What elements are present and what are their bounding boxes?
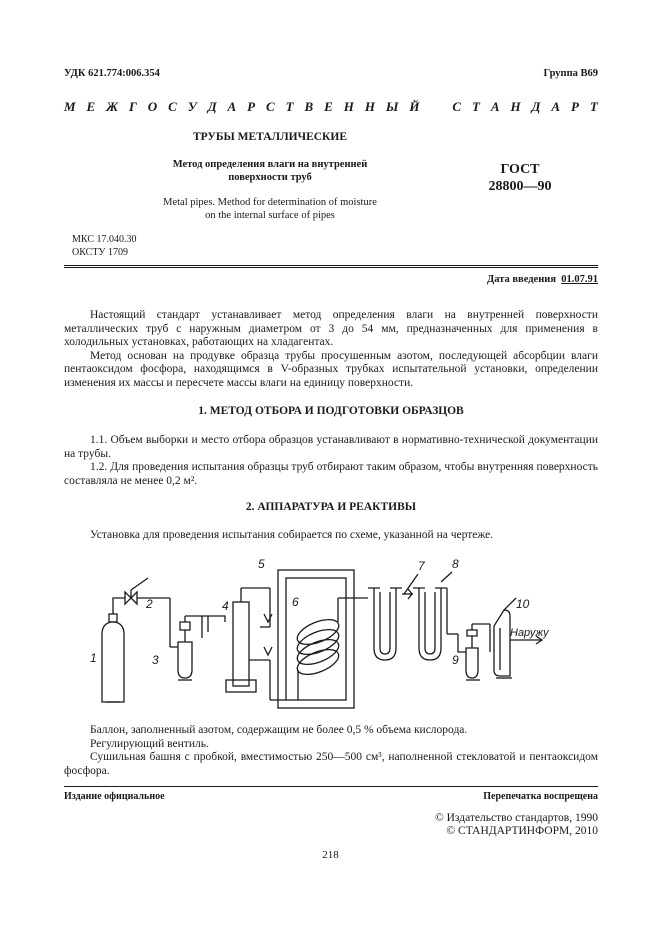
section-1-text (64, 434, 598, 488)
subtitle-line: Метод определения влаги на внутренней (172, 159, 368, 170)
apparatus-diagram (80, 552, 560, 712)
banner-letter: А (490, 99, 500, 114)
introduction-date-value: 01.07.91 (561, 274, 598, 285)
thermostat-oven (270, 570, 354, 708)
group-code: Группа В69 (543, 68, 598, 79)
banner-letter: Й (409, 99, 420, 114)
control-drying-tower (458, 624, 490, 680)
standard-banner (64, 99, 598, 115)
divider (64, 786, 598, 787)
banner-letter: Д (531, 99, 541, 114)
nitrogen-cylinder (102, 602, 124, 702)
diagram-label: 1 (90, 651, 97, 665)
banner-letter: Т (589, 99, 598, 114)
banner-letter: С (168, 99, 177, 114)
banner-letter: В (304, 99, 314, 114)
banner-letter: Г (128, 99, 137, 114)
paragraph: Установка для проведения испытания собирается по схеме, указанной на чертеже. (90, 529, 494, 541)
reprint-prohibited: Перепечатка воспрещена (483, 791, 598, 802)
banner-letter: Р (247, 99, 256, 114)
banner-letter: Т (285, 99, 294, 114)
diagram-label: 6 (292, 595, 299, 609)
legend-item: Баллон, заполненный азотом, содержащим не более 0,5 % объема кислорода. (90, 724, 468, 736)
banner-letter: Н (364, 99, 375, 114)
introduction-date-label: Дата введения (487, 274, 556, 285)
introduction-date (487, 274, 598, 285)
banner-letter: Р (570, 99, 579, 114)
gost-code: 28800—90 (488, 179, 552, 194)
banner-letter: С (452, 99, 462, 114)
legend-item: Регулирующий вентиль. (90, 737, 209, 750)
diagram-label: 2 (146, 597, 153, 611)
diagram-label: 3 (152, 653, 159, 667)
heat-exchange-column (226, 588, 272, 700)
banner-letter: А (227, 99, 237, 114)
banner-letter: М (64, 99, 76, 114)
intro-text (64, 309, 598, 391)
diagram-label: 9 (452, 653, 459, 667)
outlet-label: Наружу (510, 627, 549, 639)
english-title-line: on the internal surface of pipes (205, 210, 335, 221)
banner-letter: Е (324, 99, 333, 114)
copyright-line: © Издательство стандартов, 1990 (434, 812, 598, 824)
copyright-line: © СТАНДАРТИНФОРМ, 2010 (446, 825, 598, 837)
v-tube-absorber (413, 572, 458, 660)
udk-code: УДК 621.774:006.354 (64, 68, 160, 79)
banner-letter: Е (86, 99, 96, 114)
legend-item: Сушильная башня с пробкой, вместимостью 250—500 см³, наполненной стекловатой и пентаоксидом фосфора. (64, 751, 598, 777)
subtitle-line: поверхности труб (228, 172, 312, 183)
diagram-label: 4 (222, 599, 229, 613)
banner-letter: Т (471, 99, 480, 114)
english-title (120, 196, 420, 222)
banner-letter: А (551, 99, 561, 114)
paragraph: 1.1. Объем выборки и место отбора образцов устанавливают в нормативно-технической документации на трубы. (64, 434, 598, 460)
section-2-intro (64, 529, 598, 543)
section-heading: 2. АППАРАТУРА И РЕАКТИВЫ (245, 501, 417, 513)
gost-label: ГОСТ (500, 162, 540, 177)
v-tube-absorber (368, 574, 418, 660)
banner-letter: О (147, 99, 158, 114)
copyright (435, 812, 598, 838)
diagram-label: 10 (516, 597, 530, 611)
paragraph: Настоящий стандарт устанавливает метод определения влаги на внутренней поверхности металлических труб с наружным диаметром от 3 до 54 мм, предназначенных для применения в холодильных установках, работающих на хладагентах. (64, 309, 598, 349)
document-subtitle (140, 158, 400, 184)
classification-codes (72, 233, 136, 259)
legend-text (64, 724, 598, 778)
regulating-valve (113, 578, 170, 604)
diagram-label: 5 (258, 557, 265, 571)
english-title-line: Metal pipes. Method for determination of moisture (163, 197, 377, 208)
mks-code: МКС 17.040.30 (72, 234, 137, 245)
official-edition: Издание официальное (64, 791, 165, 802)
section-heading: 1. МЕТОД ОТБОРА И ПОДГОТОВКИ ОБРАЗЦОВ (198, 405, 464, 417)
banner-letter: Д (207, 99, 217, 114)
banner-letter: Н (510, 99, 521, 114)
banner-letter: У (187, 99, 197, 114)
diagram-label: 8 (452, 557, 459, 571)
oksty-code: ОКСТУ 1709 (72, 247, 129, 258)
banner-letter: С (266, 99, 275, 114)
gost-number (470, 161, 570, 195)
banner-letter: Н (343, 99, 354, 114)
pipe-sample-coil (294, 598, 368, 700)
page-number: 218 (322, 849, 339, 861)
document-title: ТРУБЫ МЕТАЛЛИЧЕСКИЕ (193, 131, 347, 143)
divider (64, 267, 598, 268)
banner-letter: Ы (385, 99, 399, 114)
divider (64, 265, 598, 266)
banner-letter: Ж (106, 99, 119, 114)
paragraph: 1.2. Для проведения испытания образцы труб отбирают таким образом, чтобы внутренняя поверхность составляла не менее 0,2 м². (64, 461, 598, 487)
diagram-label: 7 (418, 559, 425, 573)
drying-tower (170, 598, 202, 680)
paragraph: Метод основан на продувке образца трубы просушенным азотом, последующей абсорбции влаги пентаоксидом фосфора, находящимся в V-образных трубках испытательной установки, определении изменения их массы и пересчете массы влаги на единицу поверхности. (64, 349, 598, 389)
